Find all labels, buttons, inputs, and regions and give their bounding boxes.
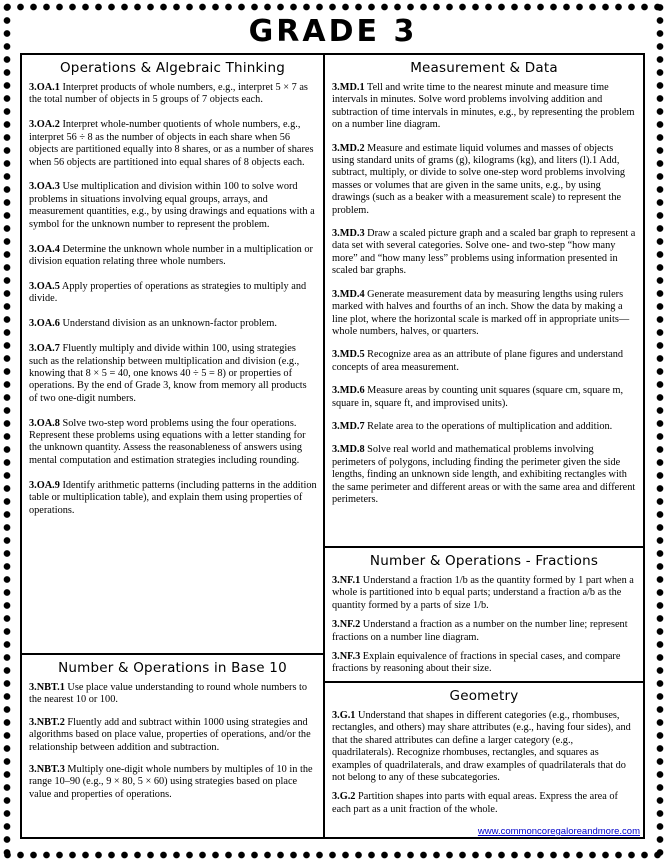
- standard-item: [332, 710, 637, 784]
- standard-code: 3.MD.2: [332, 142, 365, 154]
- measurement-data-heading: Measurement & Data: [410, 60, 558, 76]
- standard-text: Tell and write time to the nearest minute and measure time intervals in minutes. Solve word problems involving addition and subtraction of time intervals in minutes, e.g., by representing the problem on a number line diagram.: [332, 82, 635, 131]
- standard-item: [332, 82, 637, 132]
- base-ten-panel: [20, 653, 325, 839]
- standard-text: Fluently multiply and divide within 100, using strategies such as the relationship between multiplication and division (e.g., knowing that 8 × 5 = 40, one knows 40 ÷ 5 = 8) or properties of operations. By the end of Grade 3, know from memory all products of two one-digit numbers.: [29, 343, 307, 404]
- standard-code: 3.MD.8: [332, 444, 365, 456]
- standard-text: Use place value understanding to round whole numbers to the nearest 10 or 100.: [29, 682, 308, 706]
- geometry-heading: Geometry: [449, 688, 519, 704]
- standard-text: Understand a fraction as a number on the number line; represent fractions on a number line diagram.: [332, 619, 628, 643]
- standard-text: Identify arithmetic patterns (including patterns in the addition table or multiplication table), and explain them using properties of operations.: [29, 479, 317, 516]
- standard-item: [332, 651, 637, 676]
- standard-item: [332, 228, 637, 278]
- standard-code: 3.OA.7: [29, 343, 60, 355]
- standard-code: 3.MD.3: [332, 228, 365, 240]
- standard-text: Interpret products of whole numbers, e.g., interpret 5 × 7 as the total number of objects in 5 groups of 7 objects each.: [29, 82, 308, 106]
- standard-code: 3.OA.2: [29, 119, 60, 131]
- standard-text: Use multiplication and division within 100 to solve word problems in situations involving equal groups, arrays, and measurement quantities, e.g., by using drawings and equations with a symbol for the unknown number to represent the problem.: [29, 181, 315, 230]
- standard-item: [29, 119, 317, 169]
- standard-item: [332, 385, 637, 410]
- standard-code: 3.NBT.2: [29, 716, 65, 728]
- standard-item: [332, 791, 637, 816]
- page-title: GRADE 3: [248, 14, 418, 49]
- standard-item: [29, 480, 317, 517]
- fractions-panel: [323, 546, 645, 683]
- standard-code: 3.OA.4: [29, 243, 60, 255]
- standard-code: 3.OA.5: [29, 280, 60, 292]
- standard-code: 3.OA.1: [29, 82, 60, 93]
- base-ten-heading: Number & Operations in Base 10: [58, 660, 287, 676]
- standard-item: [332, 349, 637, 374]
- standard-item: [29, 244, 317, 269]
- website-link[interactable]: www.commoncoregaloreandmore.com: [477, 826, 640, 837]
- dotted-border-bottom: [0, 850, 666, 860]
- standard-text: Interpret whole-number quotients of whole numbers, e.g., interpret 56 ÷ 8 as the number of objects in each share when 56 objects are partitioned equally into 8 shares, or as a number of shares when 56 objects are partitioned into equal shares of 8 objects each.: [29, 119, 314, 168]
- standard-item: [332, 143, 637, 217]
- standard-text: Determine the unknown whole number in a multiplication or division equation relating three whole numbers.: [29, 243, 313, 267]
- standard-item: [332, 421, 637, 433]
- standard-code: 3.MD.5: [332, 349, 365, 361]
- standard-code: 3.NF.3: [332, 651, 361, 663]
- standard-code: 3.OA.6: [29, 318, 60, 330]
- standard-text: Understand division as an unknown-factor problem.: [59, 318, 277, 330]
- standard-code: 3.MD.4: [332, 288, 365, 300]
- standard-code: 3.MD.7: [332, 420, 365, 432]
- standard-item: [29, 682, 317, 707]
- standard-text: Multiply one-digit whole numbers by multiples of 10 in the range 10–90 (e.g., 9 × 80, 5 × 60) using strategies based on place value and properties of operations.: [29, 764, 313, 800]
- standard-text: Partition shapes into parts with equal areas. Express the area of each part as a unit fraction of the whole.: [332, 791, 618, 815]
- standard-text: Recognize area as an attribute of plane figures and understand concepts of area measurement.: [332, 349, 624, 373]
- dotted-border-left: [2, 0, 12, 862]
- standard-text: Understand a fraction 1/b as the quantity formed by 1 part when a whole is partitioned into b equal parts; understand a fraction a/b as the quantity formed by a parts of size 1/b.: [332, 575, 634, 611]
- standard-item: [29, 82, 317, 107]
- standard-item: [29, 764, 317, 801]
- standard-text: Solve real world and mathematical problems involving perimeters of polygons, including finding the perimeter given the side lengths, finding an unknown side length, and exhibiting rectangles with the same perimeter and different areas or with the same area and different perimeters.: [332, 444, 636, 505]
- standard-item: [332, 575, 637, 612]
- standard-item: [29, 418, 317, 468]
- standard-text: Solve two-step word problems using the four operations. Represent these problems using equations with a letter standing for the unknown quantity. Assess the reasonableness of answers using mental computation and estimation strategies including rounding.: [29, 417, 306, 466]
- standard-text: Explain equivalence of fractions in special cases, and compare fractions by reasoning about their size.: [332, 651, 621, 675]
- operations-algebraic-panel: [20, 53, 325, 655]
- standard-text: Measure areas by counting unit squares (square cm, square m, square in, square ft, and improvised units).: [332, 385, 624, 409]
- standard-item: [29, 181, 317, 231]
- standard-code: 3.NF.2: [332, 619, 361, 631]
- dotted-border-right: [655, 0, 665, 862]
- standard-text: Relate area to the operations of multiplication and addition.: [364, 420, 613, 432]
- standard-code: 3.NF.1: [332, 575, 361, 586]
- standard-code: 3.OA.9: [29, 479, 60, 491]
- standard-code: 3.MD.1: [332, 82, 365, 93]
- standard-item: [29, 281, 317, 306]
- fractions-heading: Number & Operations - Fractions: [369, 553, 599, 569]
- standard-item: [29, 717, 317, 754]
- standard-code: 3.G.2: [332, 791, 356, 803]
- standard-text: Understand that shapes in different categories (e.g., rhombuses, rectangles, and others) may share attributes (e.g., having four sides), and that the shared attributes can define a larger category (e.g., quadrilaterals). Recognize rhombuses, rectangles, and squares as examples of quadrilaterals, and draw examples of quadrilaterals that do not belong to any of these subcategories.: [332, 710, 631, 784]
- geometry-panel: [323, 681, 645, 839]
- measurement-data-panel: [323, 53, 645, 548]
- standard-item: [29, 318, 317, 330]
- standard-text: Draw a scaled picture graph and a scaled bar graph to represent a data set with several categories. Solve one- and two-step “how many more” and “how many less” problems using information presented in scaled bar graphs.: [332, 228, 636, 277]
- standard-code: 3.G.1: [332, 710, 356, 721]
- dotted-border-top: [0, 2, 666, 12]
- standard-text: Apply properties of operations as strategies to multiply and divide.: [29, 280, 307, 305]
- standard-code: 3.NBT.3: [29, 764, 65, 776]
- standard-text: Measure and estimate liquid volumes and masses of objects using standard units of grams (g), kilograms (kg), and liters (l).1 Add, subtract, multiply, or divide to solve one-step word problems involving masses or volumes that are given in the same units, e.g., by using drawings (such as a beaker with a measurement scale) to represent the problem.: [332, 142, 626, 216]
- standard-code: 3.OA.3: [29, 181, 60, 193]
- standard-code: 3.OA.8: [29, 417, 60, 429]
- standard-code: 3.NBT.1: [29, 682, 65, 693]
- standard-code: 3.MD.6: [332, 385, 365, 397]
- standard-text: Generate measurement data by measuring lengths using rulers marked with halves and fourths of an inch. Show the data by making a line plot, where the horizontal scale is marked off in appropriate units— whole numbers, halves, or quarters.: [332, 288, 630, 337]
- standard-item: [332, 289, 637, 339]
- standard-text: Fluently add and subtract within 1000 using strategies and algorithms based on place value, properties of operations, and/or the relationship between addition and subtraction.: [29, 716, 311, 753]
- standard-item: [29, 343, 317, 405]
- operations-algebraic-heading: Operations & Algebraic Thinking: [59, 60, 286, 76]
- standard-item: [332, 444, 637, 506]
- standard-item: [332, 619, 637, 644]
